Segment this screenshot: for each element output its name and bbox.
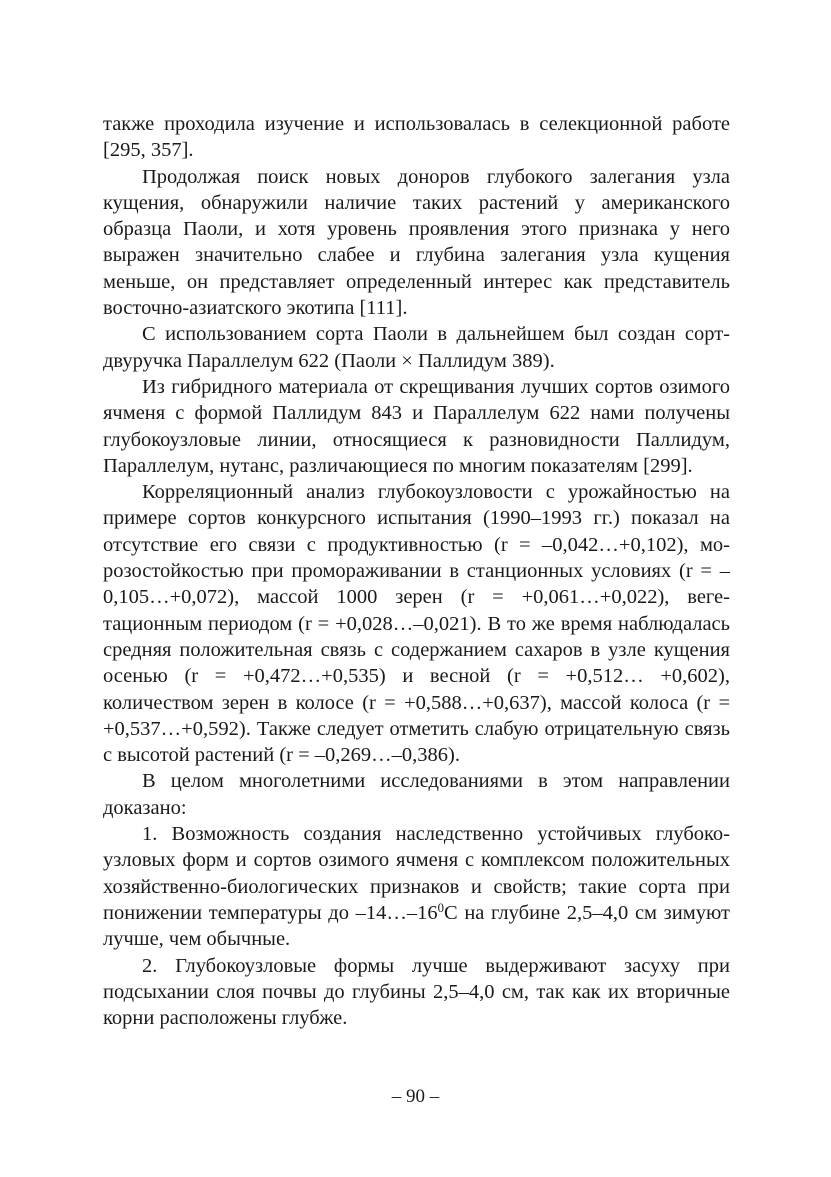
page-number: – 90 – [391, 1086, 440, 1107]
paragraph-text: В целом многолетними исследованиями в этом направлении доказано: [103, 770, 730, 819]
paragraph [103, 374, 730, 479]
paragraph-text: Из гибридного материала от скрещивания лучших сортов озимого ячменя с формой Паллидум 843 и Параллелум 622 нами получены глубокоузловые линии, относящиеся к разновидности Паллидум, Параллелум, нутанс, различающиеся по многим показателям [299]. [103, 375, 730, 477]
paragraph-text: 2. Глубокоузловые формы лучше выдерживают засуху при подсыхании слоя почвы до глубины 2,5–4,0 см, так как их вторичные корни расположены глубже. [103, 954, 730, 1030]
paragraph [103, 768, 730, 821]
paragraph [103, 479, 730, 768]
superscript: 0 [437, 900, 444, 915]
body-text [103, 111, 730, 1031]
paragraph [103, 111, 730, 164]
paragraph-text: также проходила изучение и использовалась в селекционной работе [295, 357]. [103, 113, 730, 162]
paragraph [103, 953, 730, 1032]
paragraph-text: С на глубине 2,5–4,0 см зимуют лучше, чем обычные. [103, 901, 730, 951]
paragraph [103, 321, 730, 374]
paragraph-text: Продолжая поиск новых доноров глубокого залегания узла кущения, обнаружили наличие таких растений у американского образца Паоли, и хотя уровень проявления этого признака у него выражен значительно слабее и глубина залегания узла кущения меньше, он представляет определенный интерес как представитель восточно-азиатского экотипа [111]. [103, 165, 730, 320]
paragraph [103, 821, 730, 952]
paragraph-text: С использованием сорта Паоли в дальнейшем был создан сорт-двуручка Параллелум 622 (Паоли × Паллидум 389). [103, 323, 730, 372]
paragraph-text: 1. Возможность создания наследственно устойчивых глубокоузловых форм и сортов озимого ячменя с комплексом положительных хозяйственно-биологических признаков и свойств; такие сорта при понижении температуры до –14…–16 [103, 823, 730, 924]
paragraph-text: Корреляционный анализ глубокоузловости с урожайностью на примере сортов конкурсного испытания (1990–1993 гг.) показал на отсутствие его связи с продуктивностью (r = –0,042…+0,102), морозостойкостью при промораживании в станционных условиях (r = –0,105…+0,072), массой 1000 зерен (r = +0,061…+0,022), вегетационным периодом (r = +0,028…–0,021). В то же время наблюдалась средняя положительная связь с содержанием сахаров в узле кущения осенью (r = +0,472…+0,535) и весной (r = +0,512… +0,602), количеством зерен в колосе (r = +0,588…+0,637), массой колоса (r = +0,537…+0,592). Также следует отметить слабую отрицательную связь с высотой растений (r = –0,269…–0,386). [103, 481, 730, 767]
paragraph [103, 164, 730, 322]
